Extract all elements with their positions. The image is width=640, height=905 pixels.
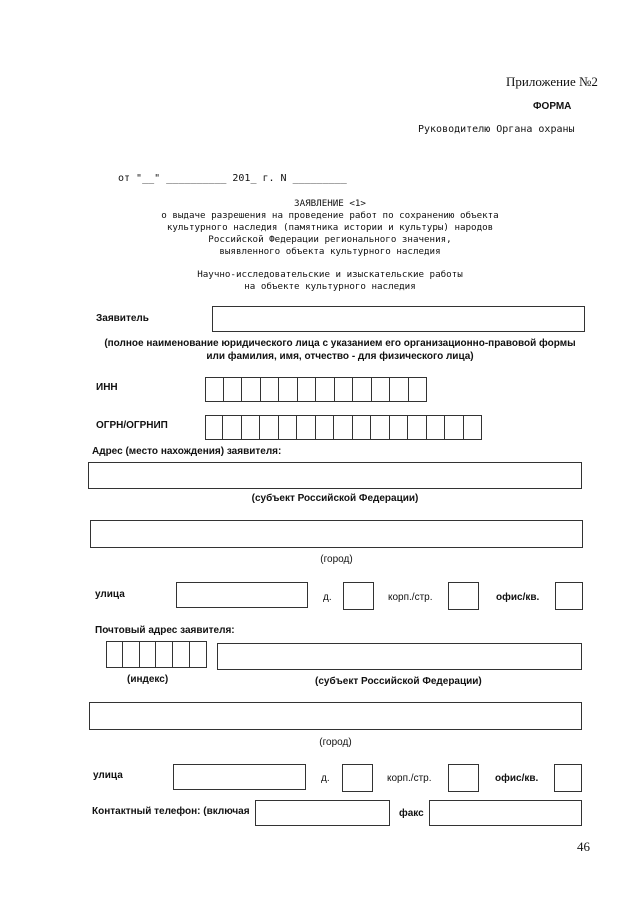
- postal-office-field[interactable]: [554, 764, 582, 792]
- appendix-title: Приложение №2: [506, 74, 598, 89]
- postal-building-field[interactable]: [448, 764, 479, 792]
- contact-fax-label: факс: [399, 808, 424, 819]
- address-street-field[interactable]: [176, 582, 308, 608]
- address-house-field[interactable]: [343, 582, 374, 610]
- contact-phone-field[interactable]: [255, 800, 390, 826]
- address-house-label: д.: [323, 592, 332, 603]
- title-line-6: Научно-исследовательские и изыскательские работы: [197, 269, 463, 280]
- address-subject-caption: (субъект Российской Федерации): [251, 493, 419, 504]
- postal-city-field[interactable]: [89, 702, 582, 730]
- address-city-caption: (город): [320, 554, 353, 565]
- postal-subject-caption: (субъект Российской Федерации): [315, 676, 482, 687]
- title-line-4: Российской Федерации регионального значения,: [208, 234, 452, 245]
- postal-street-field[interactable]: [173, 764, 306, 790]
- ogrn-cells[interactable]: [205, 415, 482, 440]
- page-number: 46: [577, 839, 590, 854]
- address-subject-field[interactable]: [88, 462, 582, 489]
- postal-house-label: д.: [321, 773, 330, 784]
- applicant-label: Заявитель: [96, 313, 149, 324]
- postal-street-label: улица: [93, 770, 123, 781]
- postal-office-label: офис/кв.: [495, 773, 539, 784]
- title-line-7: на объекте культурного наследия: [244, 281, 416, 292]
- address-office-field[interactable]: [555, 582, 583, 610]
- contact-fax-field[interactable]: [429, 800, 582, 826]
- addressee: Руководителю Органа охраны: [418, 124, 575, 135]
- ogrn-label: ОГРН/ОГРНИП: [96, 420, 168, 431]
- title-line-5: выявленного объекта культурного наследия: [219, 246, 441, 257]
- postal-label: Почтовый адрес заявителя:: [95, 625, 235, 636]
- postal-city-caption: (город): [319, 737, 352, 748]
- address-city-field[interactable]: [90, 520, 583, 548]
- title-line-2: о выдаче разрешения на проведение работ по сохранению объекта: [161, 210, 499, 221]
- address-street-label: улица: [95, 589, 125, 600]
- applicant-hint: (полное наименование юридического лица с указанием его организационно-правовой формы или фамилия, имя, отчество - для физического лица): [104, 338, 576, 362]
- title-line-3: культурного наследия (памятника истории и культуры) народов: [166, 222, 494, 233]
- postal-index-caption: (индекс): [127, 674, 169, 685]
- address-office-label: офис/кв.: [496, 592, 540, 603]
- inn-label: ИНН: [96, 382, 118, 393]
- applicant-name-field[interactable]: [212, 306, 585, 332]
- date-line: от "__" __________ 201_ г. N _________: [118, 173, 347, 184]
- postal-subject-field[interactable]: [217, 643, 582, 670]
- postal-index-cells[interactable]: [106, 641, 207, 668]
- postal-house-field[interactable]: [342, 764, 373, 792]
- contact-phone-label: Контактный телефон: (включая: [92, 806, 250, 817]
- inn-cells[interactable]: [205, 377, 427, 402]
- postal-building-label: корп./стр.: [387, 773, 432, 784]
- address-building-label: корп./стр.: [388, 592, 433, 603]
- title-block: [100, 198, 560, 293]
- address-building-field[interactable]: [448, 582, 479, 610]
- title-line-1: ЗАЯВЛЕНИЕ <1>: [294, 198, 366, 209]
- address-label: Адрес (место нахождения) заявителя:: [92, 446, 282, 457]
- form-label: ФОРМА: [533, 101, 572, 112]
